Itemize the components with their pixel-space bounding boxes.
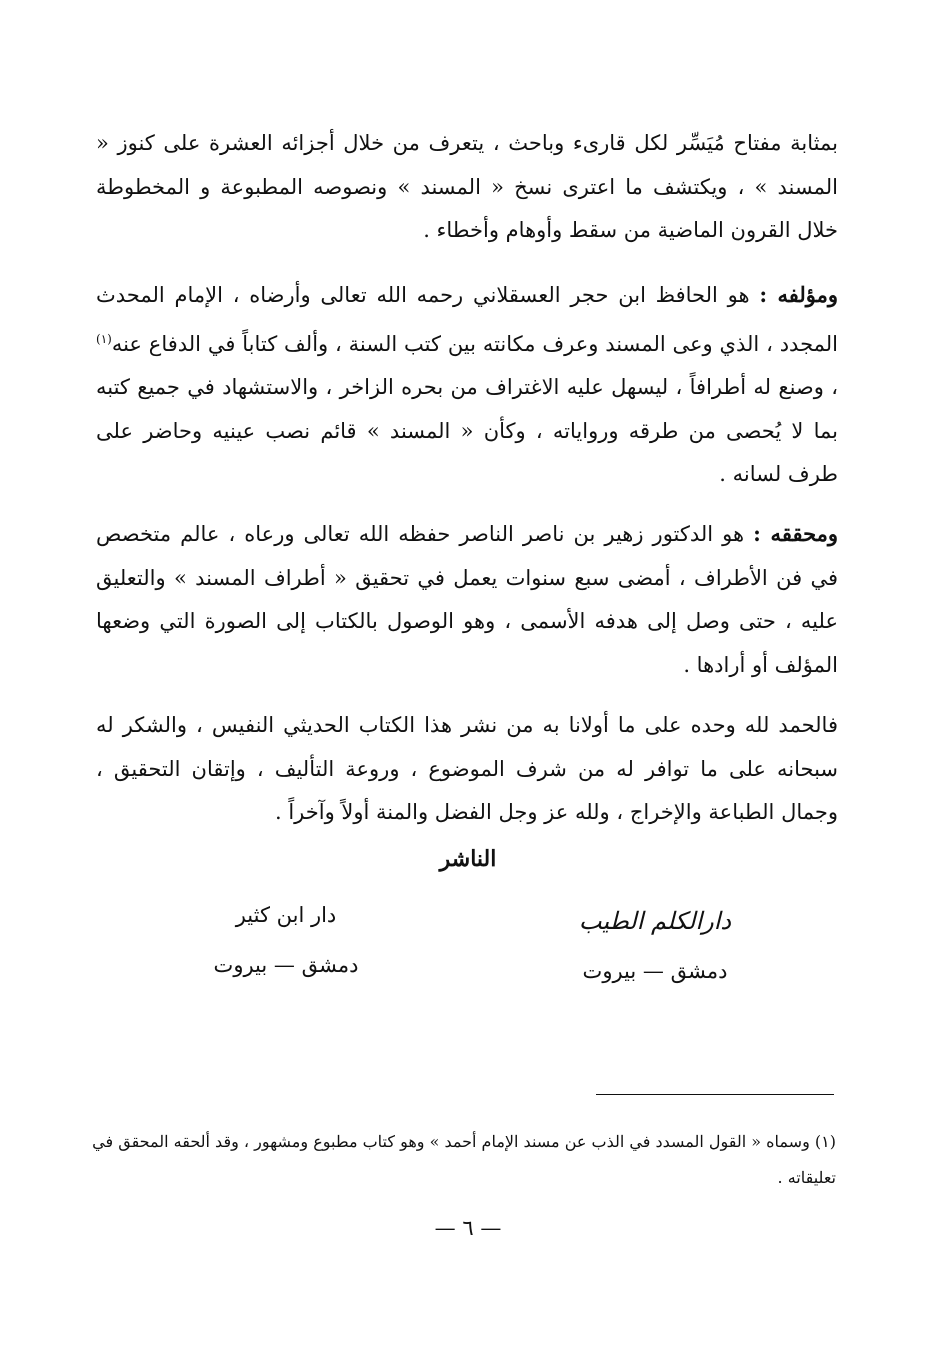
footnote-divider bbox=[596, 1094, 834, 1095]
intro-text: بمثابة مفتاح مُيَسِّر لكل قارىء وباحث ، يتعرف من خلال أجزائه العشرة على كنوز « المسند » ، ويكتشف ما اعترى نسخ « المسند » ونصوصه المطبوعة و المخطوطة خلال القرون الماضية من سقط وأوهام وأخطاء . bbox=[96, 131, 838, 242]
closing-text: فالحمد لله وحده على ما أولانا به من نشر هذا الكتاب الحديثي النفيس ، والشكر له سبحانه على ما توافر له من شرف الموضوع ، وروعة التأليف ، وإتقان التحقيق ، وجمال الطباعة والإخراج ، ولله عز وجل الفضل والمنة أولاً وآخراً . bbox=[96, 713, 838, 824]
footnote-marker: (١) bbox=[814, 1132, 836, 1151]
publisher-heading: الناشر bbox=[439, 846, 497, 872]
author-term: ومؤلفه : bbox=[759, 282, 838, 307]
footnote-text: وسماه « القول المسدد في الذب عن مسند الإمام أحمد » وهو كتاب مطبوع ومشهور ، وقد ألحقه المحقق في تعليقاته . bbox=[92, 1132, 836, 1187]
closing-paragraph bbox=[96, 704, 838, 835]
editor-paragraph bbox=[96, 512, 838, 687]
author-paragraph bbox=[96, 273, 838, 497]
editor-text: هو الدكتور زهير بن ناصر الناصر حفظه الله تعالى ورعاه ، عالم متخصص في فن الأطراف ، أمضى سبع سنوات يعمل في تحقيق « أطراف المسند » والتعليق عليه ، حتى وصل إلى هدفه الأسمى ، وهو الوصول بالكتاب إلى الصورة التي وضعها المؤلف أو أرادها . bbox=[96, 522, 838, 677]
page-number: — ٦ — bbox=[434, 1216, 502, 1240]
intro-paragraph bbox=[96, 122, 838, 253]
publisher-right-city: دمشق — بيروت bbox=[582, 959, 728, 983]
publisher-left-name: دار ابن كثير bbox=[235, 903, 337, 927]
publisher-left-city: دمشق — بيروت bbox=[213, 953, 359, 977]
editor-term: ومحققه : bbox=[753, 521, 839, 546]
publisher-right-logo: دارالكلم الطيب bbox=[578, 907, 732, 935]
publisher-left bbox=[176, 890, 396, 990]
publisher-right bbox=[540, 896, 770, 996]
author-text: هو الحافظ ابن حجر العسقلاني رحمه الله تعالى وأرضاه ، الإمام المحدث المجدد ، الذي وعى المسند وعرف مكانته بين كتب السنة ، وألف كتاباً في الدفاع عنه bbox=[96, 283, 838, 356]
footnote-reference: (١) bbox=[96, 331, 112, 346]
footnote bbox=[84, 1124, 836, 1196]
author-text-continued: ، وصنع له أطرافاً ، ليسهل عليه الاغتراف من بحره الزاخر ، والاستشهاد في جميع كتبه بما لا يُحصى من طرقه ورواياته ، وكأن « المسند » قائم نصب عينيه وحاضر على طرف لسانه . bbox=[96, 375, 838, 486]
